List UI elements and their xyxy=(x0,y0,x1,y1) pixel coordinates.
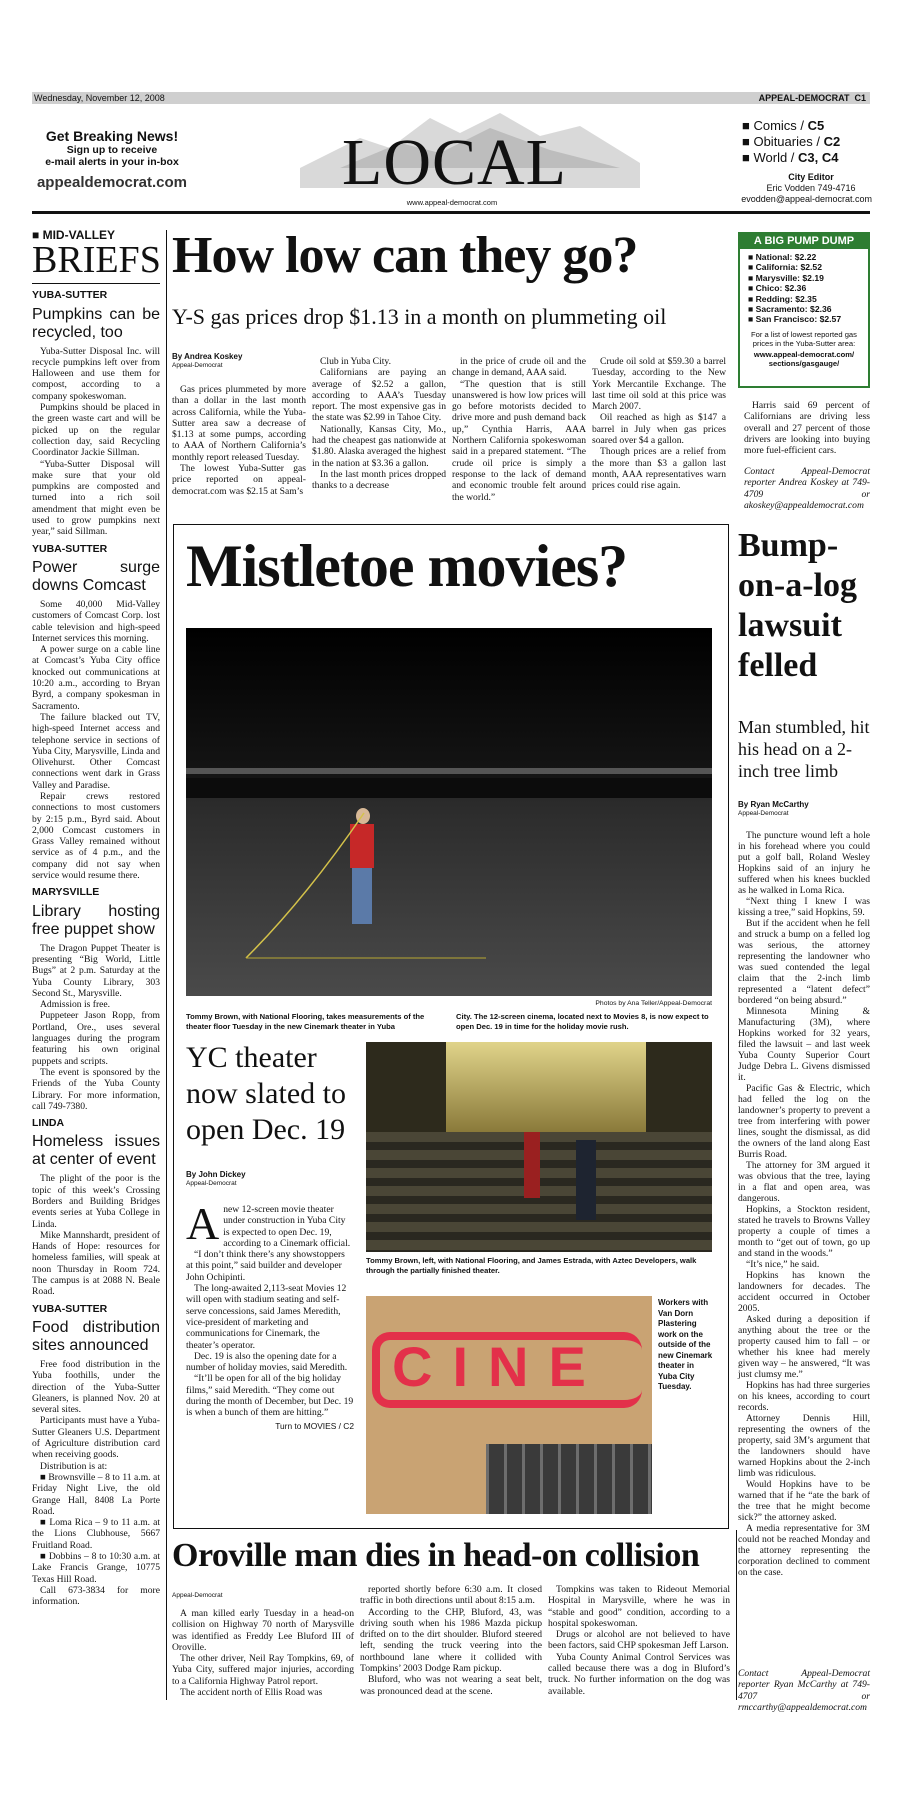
theater-floor-photo xyxy=(186,628,712,996)
editor-email[interactable]: evodden@appeal-democrat.com xyxy=(741,194,872,204)
theater-subhead: YC theater now slated to open Dec. 19 xyxy=(186,1041,346,1146)
lawsuit-paragraph: A media representative for 3M could not be reached Monday and the attorney representing the corporation declined to comment on the case. xyxy=(738,1523,870,1578)
photo-caption-2: Tommy Brown, left, with National Flooring, and James Estrada, with Aztec Developers, walk through the partially finished theater. xyxy=(366,1256,697,1275)
theater-story xyxy=(186,1198,354,1432)
page-id xyxy=(759,92,866,104)
gas-paragraph: Oil reached as high as $147 a barrel in July when gas prices soared over $4 a gallon. xyxy=(592,412,726,447)
lawsuit-paragraph: The attorney for 3M argued it was obvious that the tree, laying in a flat and open area, was dangerous. xyxy=(738,1160,870,1204)
briefs-column xyxy=(32,230,160,1608)
oroville-paragraph: reported shortly before 6:30 a.m. It closed traffic in both directions until about 8:15 a.m. xyxy=(360,1584,542,1607)
masthead-rule xyxy=(32,211,870,214)
theater-agency: Appeal-Democrat xyxy=(186,1180,237,1187)
brief-paragraph: The Dragon Puppet Theater is presenting “Big World, Little Bugs” at 2 p.m. Saturday at the Yuba County Library, 303 Second St., Marysville. xyxy=(32,942,160,999)
theater-paragraph: Dec. 19 is also the opening date for a number of holiday movies, said Meredith. xyxy=(186,1350,348,1374)
pump-price-item: ■ Redding: $2.35 xyxy=(748,293,817,304)
movies-headline: Mistletoe movies? xyxy=(186,533,628,599)
lawsuit-contact: Contact Appeal-Democrat reporter Ryan McCarthy at 749-4707 or rmccarthy@appealdemocrat.com xyxy=(738,1668,870,1713)
gas-agency: Appeal-Democrat xyxy=(172,362,223,369)
brief-paragraph: ■ Loma Rica – 9 to 11 a.m. at the Lions Clubhouse, 5667 Fruitland Road. xyxy=(32,1517,160,1551)
pump-price-item: ■ California: $2.52 xyxy=(748,262,822,273)
brief-paragraph: Participants must have a Yuba-Sutter Gleaners U.S. Department of Agriculture distribution card when receiving goods. xyxy=(32,1415,160,1461)
section-title: LOCAL xyxy=(342,126,567,199)
pump-link[interactable]: www.appeal-democrat.com/ sections/gasgauge/ xyxy=(753,349,855,368)
brief-paragraph: Mike Mannshardt, president of Hands of Hope: resources for homeless families, will speak at noon Thursday in Room 724. The campus is at 2088 N. Beale Road. xyxy=(32,1229,160,1298)
gas-byline-block xyxy=(172,352,242,376)
gas-paragraph: Club in Yuba City. xyxy=(320,356,391,367)
brief-paragraph: The plight of the poor is the topic of this week’s Crossing Borders and Building Bridges events series at Yuba College in Linda. xyxy=(32,1173,160,1230)
promo-line-2: e-mail alerts in your in-box xyxy=(45,156,179,168)
oroville-paragraph: Bluford, who was not wearing a seat belt, was pronounced dead at the scene. xyxy=(360,1674,542,1697)
promo-title: Get Breaking News! xyxy=(45,128,179,144)
pump-price-item: ■ National: $2.22 xyxy=(748,252,817,262)
gas-paragraph: in the price of crude oil and the change in demand, AAA said. xyxy=(452,356,586,379)
brief-headline: Homeless issues at center of event xyxy=(32,1133,160,1169)
brief-paragraph: Puppeteer Jason Ropp, from Portland, Ore., uses several languages during the program featuring his own original puppets and scripts. xyxy=(32,1010,160,1067)
theater-interior-photo xyxy=(366,1042,712,1252)
lawsuit-paragraph: “Next thing I knew I was kissing a tree,” said Hopkins, 59. xyxy=(738,896,870,918)
gas-byline: By Andrea Koskey xyxy=(172,352,243,361)
lawsuit-headline: Bump-on-a-log lawsuit felled xyxy=(738,527,857,684)
index-obituaries[interactable]: ■ Obituaries / C2 xyxy=(742,134,841,149)
oroville-paragraph: Drugs or alcohol are not believed to have been factors, said CHP spokesman Jeff Larson. xyxy=(548,1629,730,1652)
lawsuit-paragraph: But if the accident when he fell and struck a bump on a felled log was serious, the attorney representing the landowner who was sued contended the legal claim that the 2-inch limb represented a “latent defect” bordered “on being absurd.” xyxy=(738,918,870,1006)
promo-line-1: Sign up to receive xyxy=(66,144,158,156)
site-url[interactable]: www.appeal-democrat.com xyxy=(406,198,498,207)
lawsuit-paragraph: Pacific Gas & Electric, which had felled the log on the landowner’s property to prevent a tree from interfering with power lines, sought the dismissal, as did the owners of the land along East Burris Road. xyxy=(738,1083,870,1160)
city-editor-info xyxy=(720,172,872,205)
brief-paragraph: “Yuba-Sutter Disposal will make sure that your old pumpkins are composted and turned into a rich soil amendment that might even be used to grow pumpkins next year,” said Sillman. xyxy=(32,458,160,538)
pump-box-title: A BIG PUMP DUMP xyxy=(740,234,868,249)
gas-column-2 xyxy=(312,356,446,492)
photo-caption-1: Tommy Brown, with National Flooring, takes measurements of the theater floor Tuesday in the new Cinemark theater in Yuba xyxy=(186,1012,425,1031)
gas-paragraph: The lowest Yuba-Sutter gas price reported on appeal-democrat.com was $2.15 at Sam’s xyxy=(172,463,306,497)
gas-column-1 xyxy=(172,384,306,497)
gas-paragraph: Though prices are a relief from the more than $3 a gallon last month, AAA representatives warn prices could rise again. xyxy=(592,446,726,492)
theater-paragraph: “I don’t think there’s any showstoppers at this point,” said builder and developer John Ochipinti. xyxy=(186,1249,345,1283)
editor-name: Eric Vodden 749-4716 xyxy=(766,183,856,193)
oroville-paragraph: The accident north of Ellis Road was xyxy=(180,1687,323,1699)
editor-title: City Editor xyxy=(788,172,834,182)
briefs-divider xyxy=(166,230,167,1700)
lawsuit-paragraph: Would Hopkins have to be warned that if he “ate the bark of the tree that he might become sick?” the attorney asked. xyxy=(738,1479,870,1523)
pump-note: For a list of lowest reported gas prices in the Yuba-Sutter area: xyxy=(751,329,857,348)
brief-paragraph: A power surge on a cable line at Comcast’s Yuba City office knocked out communications at 10:20 a.m., according to Bryan Byrd, a company spokesman in Sacramento. xyxy=(32,644,160,712)
index-world[interactable]: ■ World / C3, C4 xyxy=(742,150,839,165)
oroville-column-3 xyxy=(548,1584,730,1697)
brief-location: YUBA-SUTTER xyxy=(32,542,108,555)
brief-paragraph: Call 673-3834 for more information. xyxy=(32,1584,160,1608)
brief-headline: Pumpkins can be recycled, too xyxy=(32,305,160,341)
page-number: C1 xyxy=(854,93,866,103)
gas-paragraph: “The question that is still unanswered is how low prices will go before motorists decided to drive more and push demand back up,” Cynthia Harris, AAA Northern California spokeswoman said in a prepared statement. “The crude oil price is simply a response to the lack of demand and economic trouble felt around the world.” xyxy=(452,378,586,503)
lawsuit-paragraph: Hopkins has known the landowners for decades. The accident occurred in October 2005. xyxy=(738,1270,870,1314)
theater-paragraph: The long-awaited 2,113-seat Movies 12 will open with stadium seating and self-serve concessions, said James Meredith, vice-president of marketing and communications for Cinemark, the theater’s operator. xyxy=(186,1283,347,1351)
briefs-kicker: ■ MID-VALLEY xyxy=(32,228,116,242)
pump-price-item: ■ Marysville: $2.19 xyxy=(748,272,824,283)
gas-paragraph: Nationally, Kansas City, Mo., had the cheapest gas nationwide at $1.80. Alaska averaged the highest in the nation at $3.36 a gallon. xyxy=(312,423,446,469)
drop-cap: A xyxy=(186,1198,220,1249)
oroville-column-1 xyxy=(172,1608,354,1698)
oroville-column-2 xyxy=(360,1584,542,1697)
index-comics[interactable]: ■ Comics / C5 xyxy=(742,118,825,133)
photo-caption-1b: City. The 12-screen cinema, located next to Movies 8, is now expect to open Dec. 19 in time for the holiday movie rush. xyxy=(456,1012,709,1031)
cine-sign-letters: CINE xyxy=(392,1335,606,1398)
promo-brand: appealdemocrat.com xyxy=(36,174,188,191)
theater-byline-block xyxy=(186,1170,246,1194)
brief-location: YUBA-SUTTER xyxy=(32,289,108,302)
brief-paragraph: Yuba-Sutter Disposal Inc. will recycle pumpkins left over from Halloween and use them for compost, according to a company spokeswoman. xyxy=(32,345,160,402)
gas-column-3 xyxy=(452,356,586,503)
lawsuit-paragraph: Asked during a deposition if anything about the tree or the property caused him to fall – or whether his knee had merely given way – he answered, “It was just clumsy me.” xyxy=(738,1314,870,1380)
oroville-headline: Oroville man dies in head-on collision xyxy=(172,1537,700,1574)
lawsuit-story xyxy=(738,830,870,1578)
lawsuit-paragraph: “It’s nice,” he said. xyxy=(746,1259,820,1270)
brief-paragraph: Some 40,000 Mid-Valley customers of Comcast Corp. lost cable television and high-speed Internet services this morning. xyxy=(32,598,160,644)
pump-price-item: ■ Sacramento: $2.36 xyxy=(748,304,832,315)
lawsuit-paragraph: Minnesota Mining & Manufacturing (3M), where Hopkins worked for 32 years, filed the lawsuit – and last week Yuba County Superior Court Judge Debra L. Givens dismissed it. xyxy=(738,1006,870,1083)
oroville-divider xyxy=(736,1530,737,1700)
pump-dump-box xyxy=(738,232,870,388)
oroville-paragraph: According to the CHP, Bluford, 43, was driving south when his 1986 Mazda pickup drifted on to the dirt shoulder. Bluford steered left, sending the truck veering into the northbound lane where it collided with Tompkins’ 2003 Dodge Ram pickup. xyxy=(360,1606,542,1675)
gas-column-4 xyxy=(592,356,726,492)
brief-paragraph: Pumpkins should be placed in the green waste cart and will be picked up on the regular collection day, said Recycling Coordinator Jackie Sillman. xyxy=(32,402,160,459)
oroville-paragraph: A man killed early Tuesday in a head-on collision on Highway 70 north of Marysville was identified as Freddy Lee Bluford III of Oroville. xyxy=(172,1608,354,1653)
gas-paragraph: Gas prices plummeted by more than a dollar in the last month across California, while the Yuba-Sutter area saw a decrease of $1.13 at some pumps, according to AAA of Northern California’s monthly report released Tuesday. xyxy=(172,384,306,463)
lawsuit-paragraph: The puncture wound left a hole in his forehead where you could put a golf ball, Roland Wesley Hopkins said of an injury he suffered when his knees buckled as he walked in Loma Rica. xyxy=(738,830,870,896)
lawsuit-paragraph: Hopkins, a Stockton resident, stated he travels to Browns Valley property a couple of times a month to “get out of town, go up and stand in the woods.” xyxy=(738,1204,870,1259)
date-bar xyxy=(32,92,870,104)
brief-paragraph: The event is sponsored by the Friends of the Yuba County Library. For more information, call 749-7380. xyxy=(32,1066,160,1112)
brief-paragraph: ■ Dobbins – 8 to 10:30 a.m. at Lake Francis Grange, 10775 Texas Hill Road. xyxy=(32,1551,160,1585)
theater-paragraph: new 12-screen movie theater under construction in Yuba City is expected to open Dec. 19, according to a Cinemark official. xyxy=(223,1204,351,1249)
brief-headline: Library hosting free puppet show xyxy=(32,902,160,938)
breaking-news-promo[interactable] xyxy=(32,128,192,191)
jump-line[interactable]: Turn to MOVIES / C2 xyxy=(275,1420,354,1431)
lawsuit-paragraph: Hopkins has had three surgeries on his knees, according to court records. xyxy=(738,1380,870,1413)
pump-price-item: ■ Chico: $2.36 xyxy=(748,283,807,294)
gas-jump-text xyxy=(744,400,870,456)
lawsuit-byline: By Ryan McCarthy xyxy=(738,800,809,809)
brief-paragraph: The failure blacked out TV, high-speed Internet access and telephone service in sections of Yuba City, Marysville, Linda and Olivehurst. Other Comcast connections went dark in Grass Valley and Paradise. xyxy=(32,711,160,791)
gas-paragraph: Harris said 69 percent of Californians are driving less overall and 27 percent of those drivers are looking into buying more fuel-efficient cars. xyxy=(744,400,870,457)
brief-paragraph: Admission is free. xyxy=(40,999,111,1011)
paper-name: APPEAL-DEMOCRAT xyxy=(758,93,850,103)
gas-paragraph: Californians are paying an average of $2.52 a gallon, according to AAA’s Tuesday report. The most expensive gas in the state was $2.99 in Tahoe City. xyxy=(312,367,446,424)
brief-headline: Food distribution sites announced xyxy=(32,1318,160,1354)
oroville-agency: Appeal-Democrat xyxy=(172,1592,223,1599)
brief-paragraph: ■ Brownsville – 8 to 11 a.m. at Friday Night Live, the old Grange Hall, 8408 La Porte Road. xyxy=(32,1471,160,1517)
theater-paragraph: “It’ll be open for all of the big holiday films,” said Meredith. “They come out during the month of December, but Dec. 19 is when a bunch of them are hitting.” xyxy=(186,1373,354,1419)
lawsuit-subhead: Man stumbled, hit his head on a 2-inch tree limb xyxy=(738,717,870,781)
gas-paragraph: Crude oil sold at $59.30 a barrel Tuesday, according to the New York Mercantile Exchange. The last time oil sold at this price was March 2007. xyxy=(592,356,726,413)
brief-paragraph: Free food distribution in the Yuba foothills, under the direction of the Yuba-Sutter Gleaners, is planned Nov. 20 at several sites. xyxy=(32,1358,160,1416)
lawsuit-paragraph: Attorney Dennis Hill, representing the owners of the property, said 3M’s argument that the landowners should have warned Hopkins about the 2-inch limb was ridiculous. xyxy=(738,1413,870,1479)
section-index xyxy=(742,118,872,166)
brief-location: MARYSVILLE xyxy=(32,886,100,899)
gas-paragraph: In the last month prices dropped thanks to a decrease xyxy=(312,468,446,492)
gas-subhead: Y-S gas prices drop $1.13 in a month on plummeting oil xyxy=(172,304,667,329)
gas-headline: How low can they go? xyxy=(172,227,638,284)
brief-headline: Power surge downs Comcast xyxy=(32,558,160,594)
cinema-sign-photo xyxy=(366,1296,652,1514)
issue-date: Wednesday, November 12, 2008 xyxy=(34,93,165,103)
brief-paragraph: Repair crews restored connections to most customers by 2:15 p.m., Byrd said. About 2,000 Comcast customers in Grass Valley remained without service as of 4 p.m., and the company did not say when service would resume there. xyxy=(32,790,160,882)
brief-paragraph: Distribution is at: xyxy=(40,1460,108,1472)
oroville-paragraph: The other driver, Neil Ray Tompkins, 69, of Yuba City, suffered major injuries, according to a California Highway Patrol report. xyxy=(172,1653,354,1687)
oroville-paragraph: Tompkins was taken to Rideout Memorial Hospital in Marysville, where he was in “stable and good” condition, according to a hospital spokeswoman. xyxy=(548,1584,730,1629)
theater-byline: By John Dickey xyxy=(186,1170,246,1179)
brief-location: LINDA xyxy=(32,1117,65,1130)
briefs-title: BRIEFS xyxy=(32,241,160,284)
photo-caption-3: Workers with Van Dorn Plastering work on the outside of the new Cinemark theater in Yuba City Tuesday. xyxy=(658,1298,713,1391)
gas-contact: Contact Appeal-Democrat reporter Andrea Koskey at 749-4709 or akoskey@appealdemocrat.com xyxy=(744,466,870,511)
pump-price-item: ■ San Francisco: $2.57 xyxy=(748,314,842,325)
oroville-paragraph: Yuba County Animal Control Services was called because there was a dog in Bluford’s truck. No further information on the dog was available. xyxy=(548,1651,730,1697)
lawsuit-agency: Appeal-Democrat xyxy=(738,810,789,817)
lawsuit-byline-block xyxy=(738,800,809,824)
photo-credit: Photos by Ana Teller/Appeal-Democrat xyxy=(595,1000,712,1007)
brief-location: YUBA-SUTTER xyxy=(32,1302,108,1315)
